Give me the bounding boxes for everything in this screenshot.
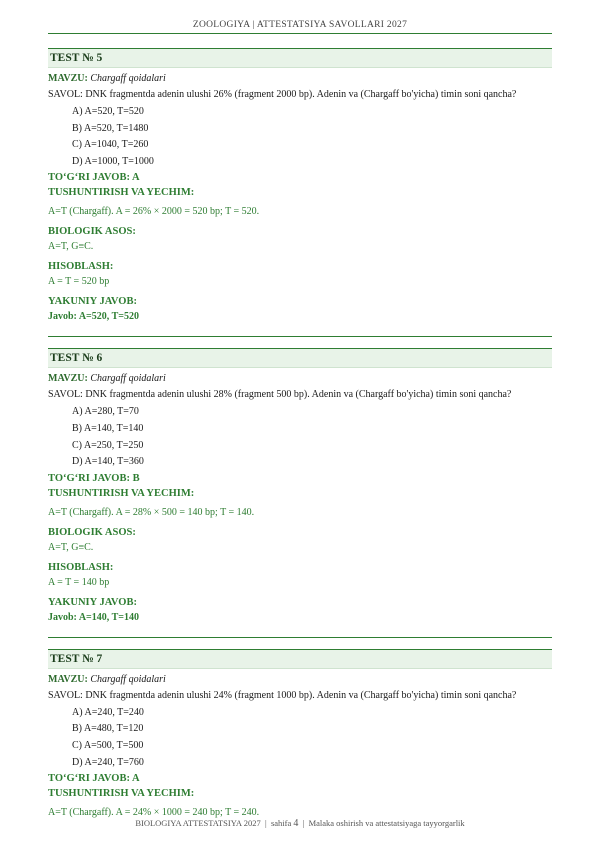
page-content <box>48 44 552 820</box>
correct-answer-value: A <box>132 773 140 785</box>
basis-text: A=T, G≡C. <box>48 541 94 553</box>
test-title: TEST № 7 <box>48 649 552 669</box>
topic-line <box>48 672 552 687</box>
topic-line <box>48 371 552 386</box>
correct-answer <box>48 471 552 486</box>
correct-answer-label: TO‘G‘RI JAVOB: <box>48 773 130 785</box>
topic-label: MAVZU: <box>48 73 88 84</box>
test-block-6 <box>48 348 552 624</box>
test-block-5 <box>48 48 552 324</box>
option-c: C) A=250, T=250 <box>72 439 144 451</box>
page-header: ZOOLOGIYA | ATTESTATSIYA SAVOLLARI 2027 <box>192 20 408 30</box>
explanation-heading: TUSHUNTIRISH VA YECHIM: <box>48 487 195 499</box>
section-divider <box>48 637 552 638</box>
correct-answer <box>48 170 552 185</box>
correct-answer <box>48 771 552 786</box>
explanation-heading: TUSHUNTIRISH VA YECHIM: <box>48 788 195 800</box>
calc-heading: HISOBLASH: <box>48 261 114 273</box>
footer-right: Malaka oshirish va attestatsiyaga tayyorgarlik <box>308 818 465 828</box>
test-title: TEST № 5 <box>48 48 552 68</box>
options-list <box>72 404 552 470</box>
page-number: 4 <box>293 818 299 829</box>
page-footer <box>48 818 552 829</box>
options-list <box>72 705 552 771</box>
footer-separator: | <box>264 818 267 828</box>
calc-text: A = T = 520 bp <box>48 276 110 288</box>
explanation-heading: TUSHUNTIRISH VA YECHIM: <box>48 187 195 199</box>
topic-label: MAVZU: <box>48 673 88 685</box>
explanation-text: A=T (Chargaff). A = 24% × 1000 = 240 bp; T = 240. <box>48 807 260 819</box>
question-text: SAVOL: DNK fragmentda adenin ulushi 24% (fragment 1000 bp). Adenin va (Chargaff bo'yicha) timin soni qancha? <box>48 689 517 701</box>
final-answer: Javob: A=520, T=520 <box>48 311 139 323</box>
calc-text: A = T = 140 bp <box>48 576 110 588</box>
option-a: A) A=280, T=70 <box>72 406 139 418</box>
option-b: B) A=520, T=1480 <box>72 122 149 134</box>
option-a: A) A=520, T=520 <box>72 106 144 117</box>
basis-heading: BIOLOGIK ASOS: <box>48 226 136 238</box>
topic-value: Chargaff qoidalari <box>90 73 166 84</box>
test-title: TEST № 6 <box>48 348 552 368</box>
footer-page-label: sahifa <box>270 818 292 828</box>
correct-answer-label: TO‘G‘RI JAVOB: <box>48 172 130 184</box>
correct-answer-value: A <box>132 172 140 184</box>
options-list <box>72 104 552 170</box>
option-b: B) A=140, T=140 <box>72 422 144 434</box>
basis-text: A=T, G≡C. <box>48 241 94 253</box>
test-block-7 <box>48 649 552 820</box>
final-heading: YAKUNIY JAVOB: <box>48 296 137 308</box>
option-d: D) A=240, T=760 <box>72 756 144 768</box>
topic-label: MAVZU: <box>48 373 88 385</box>
correct-answer-label: TO‘G‘RI JAVOB: <box>48 472 130 484</box>
option-c: C) A=1040, T=260 <box>72 139 149 151</box>
option-b: B) A=480, T=120 <box>72 723 144 735</box>
topic-value: Chargaff qoidalari <box>90 373 166 385</box>
option-a: A) A=240, T=240 <box>72 706 144 718</box>
correct-answer-value: B <box>132 472 140 484</box>
option-d: D) A=140, T=360 <box>72 456 144 468</box>
explanation-text: A=T (Chargaff). A = 26% × 2000 = 520 bp; T = 520. <box>48 206 260 218</box>
final-heading: YAKUNIY JAVOB: <box>48 596 137 608</box>
final-answer: Javob: A=140, T=140 <box>48 611 139 623</box>
basis-heading: BIOLOGIK ASOS: <box>48 526 136 538</box>
explanation-text: A=T (Chargaff). A = 28% × 500 = 140 bp; T = 140. <box>48 506 255 518</box>
option-d: D) A=1000, T=1000 <box>72 155 154 167</box>
question-text: SAVOL: DNK fragmentda adenin ulushi 26% (fragment 2000 bp). Adenin va (Chargaff bo'yicha) timin soni qancha? <box>48 89 517 100</box>
footer-separator: | <box>302 818 305 828</box>
calc-heading: HISOBLASH: <box>48 561 114 573</box>
topic-line <box>48 71 552 86</box>
topic-value: Chargaff qoidalari <box>90 673 166 685</box>
question-text: SAVOL: DNK fragmentda adenin ulushi 28% (fragment 500 bp). Adenin va (Chargaff bo'yicha) timin soni qancha? <box>48 389 512 401</box>
header-rule <box>48 33 552 34</box>
section-divider <box>48 336 552 337</box>
footer-left: BIOLOGIYA ATTESTATSIYA 2027 <box>135 818 261 828</box>
option-c: C) A=500, T=500 <box>72 739 144 751</box>
